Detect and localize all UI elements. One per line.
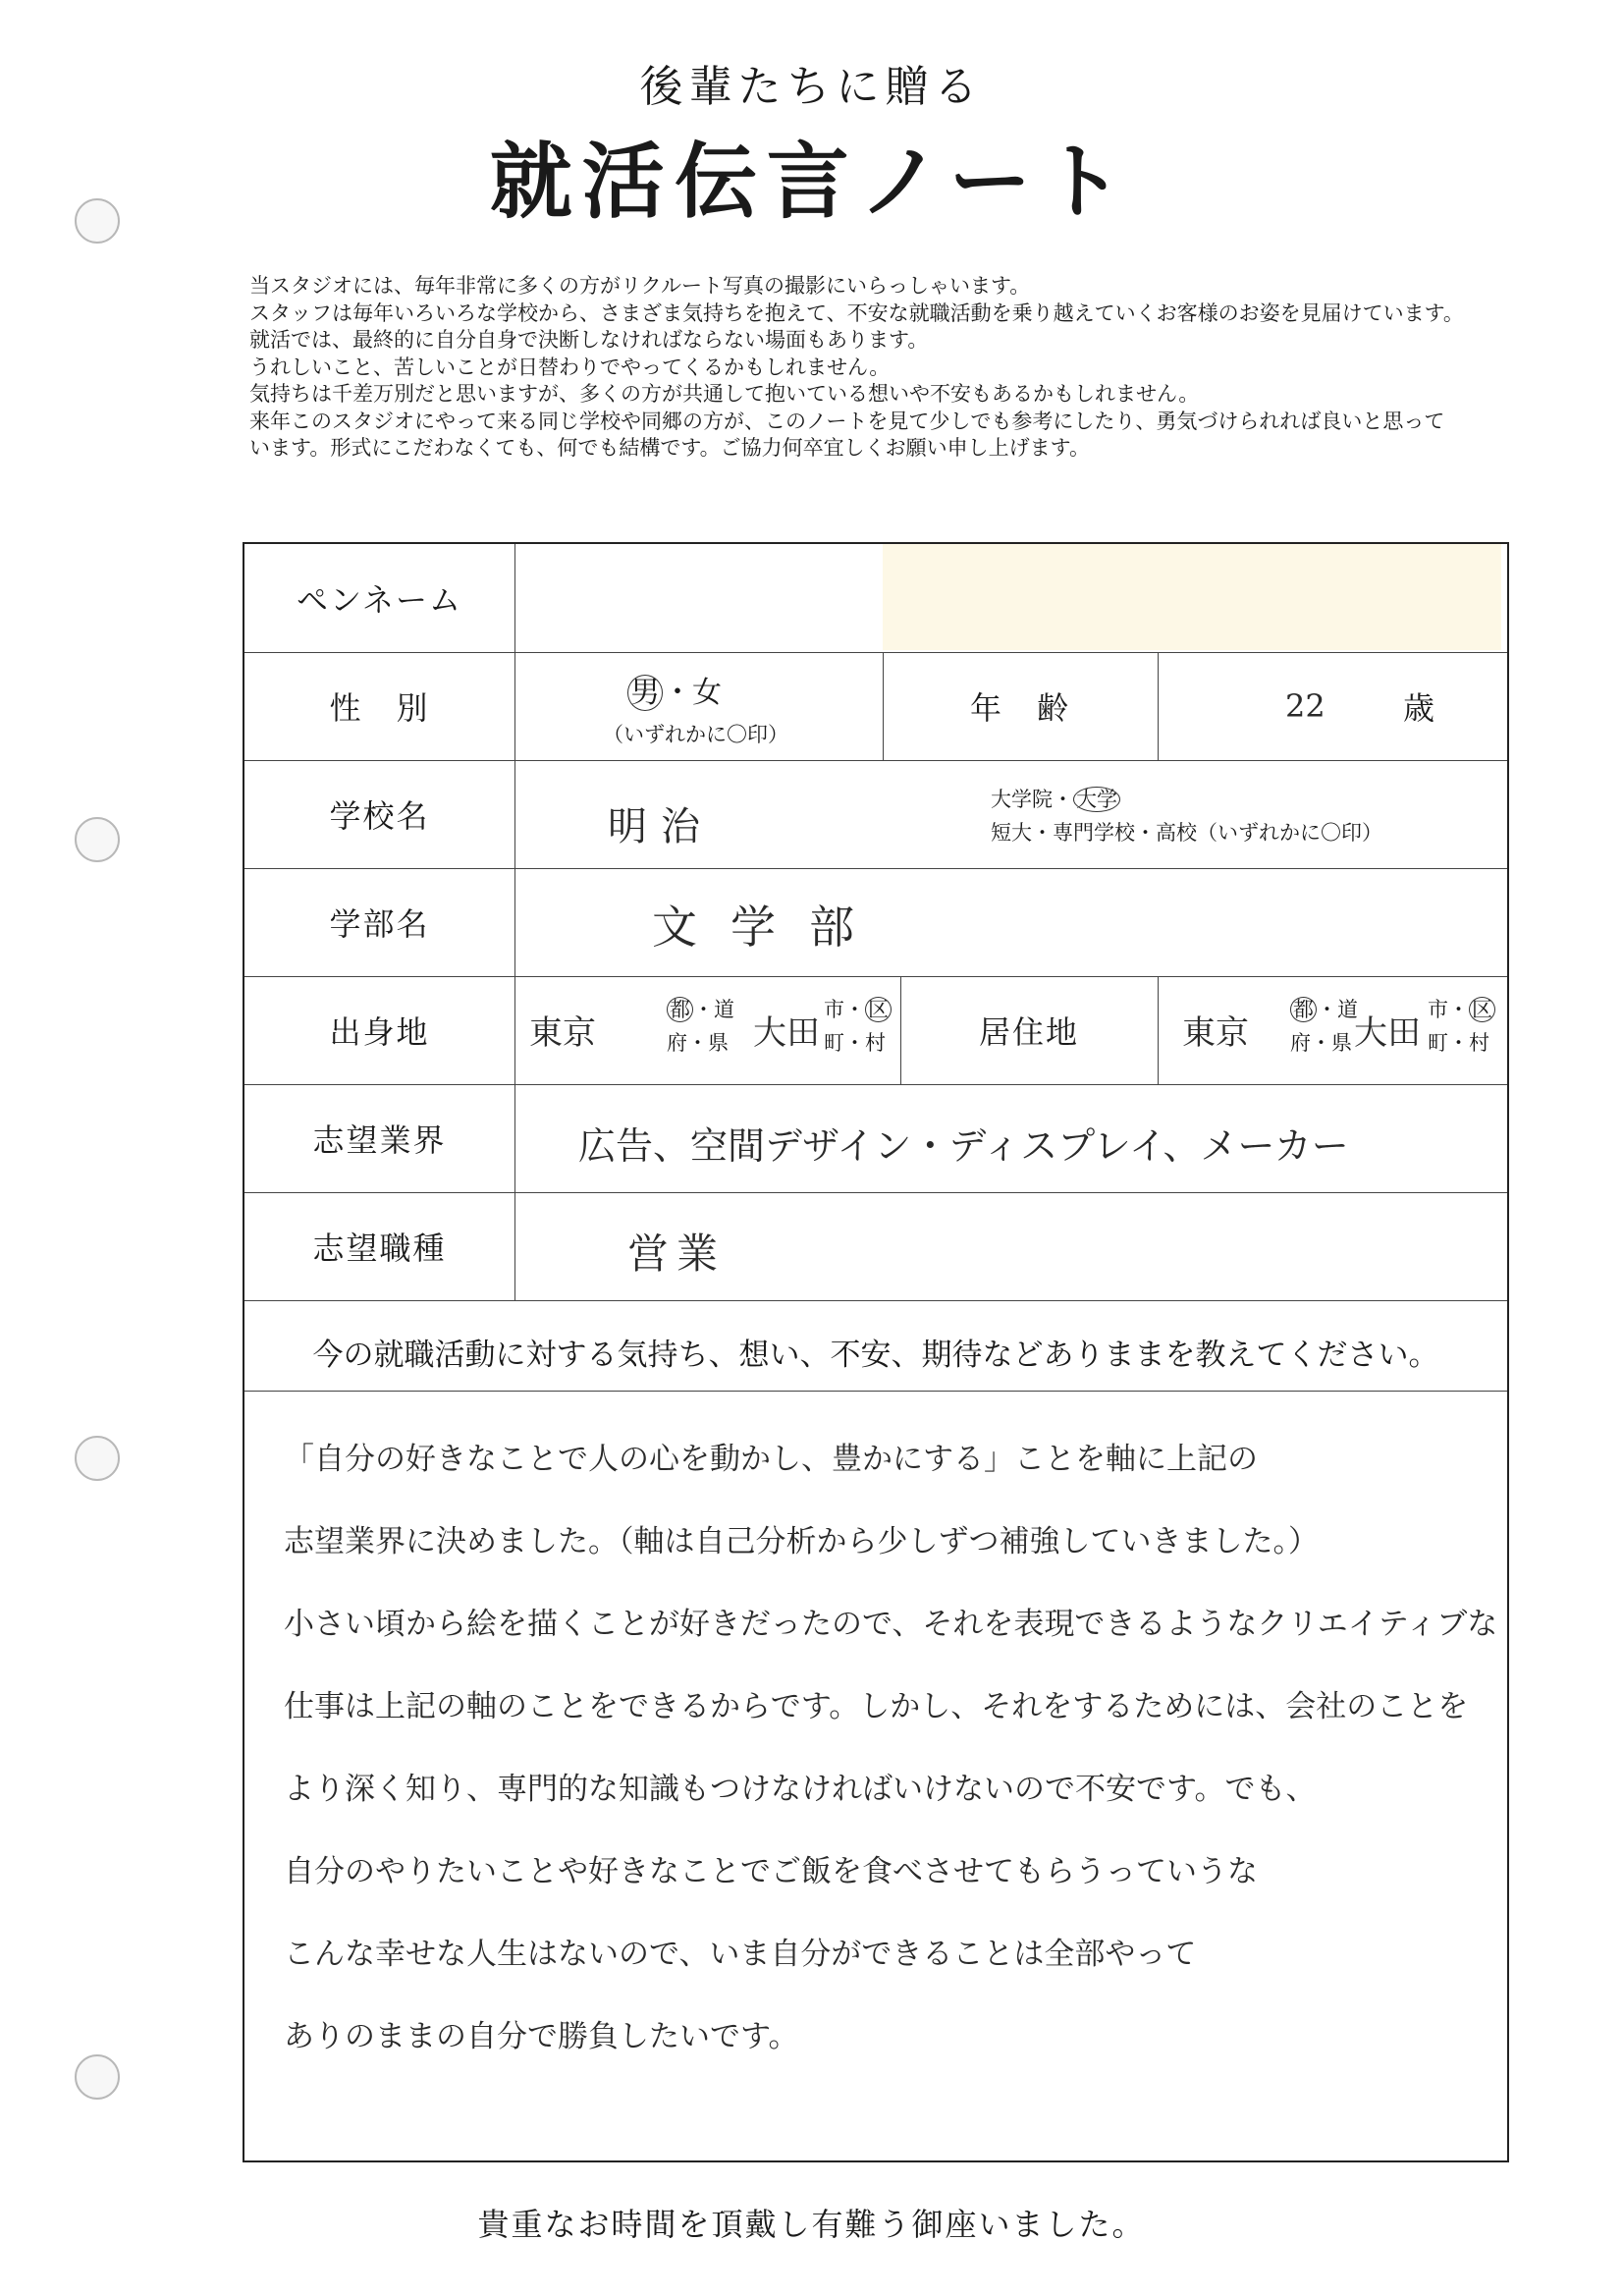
job-value: 営業 (627, 1230, 727, 1278)
page-title: 就活伝言ノート (489, 134, 1134, 230)
hometown-city-options: 市・ 区 (824, 994, 892, 1023)
hometown-pref-options: 都 ・道 (667, 994, 734, 1023)
gender-note: （いずれかに〇印） (603, 723, 788, 746)
form-frame (243, 542, 1509, 2162)
essay-body (284, 1418, 1498, 2078)
pen-name-label: ペンネーム (296, 581, 463, 619)
essay-prompt: 今の就職活動に対する気持ち、想い、不安、期待などありままを教えてください。 (244, 1312, 1507, 1392)
school-type-circled: 大学 (1073, 787, 1120, 812)
essay-line: 「自分の好きなことで人の心を動かし、豊かにする」ことを軸に上記の (284, 1442, 1258, 1477)
job-row (244, 1192, 1507, 1301)
essay-line: 小さい頃から絵を描くことが好きだったので、それを表現できるようなクリエイティブな (284, 1607, 1498, 1642)
essay-line: 仕事は上記の軸のことをできるからです。しかし、それをするためには、会社のことを (284, 1689, 1469, 1724)
hometown-city: 大田 (753, 1013, 820, 1053)
intro-line: います。形式にこだわなくても、何でも結構です。ご協力何卒宜しくお願い申し上げます。 (249, 436, 1090, 460)
intro-text (249, 273, 1585, 463)
residence-label: 居住地 (978, 1013, 1079, 1051)
industry-label: 志望業界 (312, 1121, 447, 1159)
gender-options: 男 ・女 (627, 668, 722, 711)
gender-age-row (244, 652, 1507, 761)
punch-hole (75, 817, 120, 862)
punch-hole (75, 2054, 120, 2100)
gender-label: 性 別 (329, 689, 430, 727)
school-value: 明治 (608, 804, 714, 849)
essay-line: 自分のやりたいことや好きなことでご飯を食べさせてもらうっていうな (284, 1854, 1258, 1889)
intro-line: スタッフは毎年いろいろな学校から、さまざま気持ちを抱えて、不安な就職活動を乗り越えていくお客様のお姿を見届けています。 (249, 301, 1464, 325)
intro-line: 来年このスタジオにやって来る同じ学校や同郷の方が、このノートを見て少しでも参考にしたり、勇気づけられれば良いと思って (249, 409, 1445, 433)
intro-line: 当スタジオには、毎年非常に多くの方がリクルート写真の撮影にいらっしゃいます。 (249, 274, 1031, 298)
industry-row (244, 1084, 1507, 1193)
faculty-row (244, 868, 1507, 977)
age-value: 22 (1285, 687, 1325, 725)
school-label: 学校名 (329, 797, 430, 835)
residence-pref-options: 都 ・道 (1290, 994, 1358, 1023)
essay-line: 志望業界に決めました。（軸は自己分析から少しずつ補強していきました。） (284, 1524, 1319, 1559)
gender-male-circled: 男 (627, 675, 663, 711)
school-row (244, 760, 1507, 869)
page-subtitle: 後輩たちに贈る (639, 62, 984, 112)
faculty-value: 文学部 (652, 901, 888, 954)
residence-city-options: 市・ 区 (1428, 994, 1495, 1023)
intro-line: 就活では、最終的に自分自身で決断しなければならない場面もあります。 (249, 328, 929, 352)
residence-city: 大田 (1354, 1013, 1421, 1053)
intro-line: 気持ちは千差万別だと思いますが、多くの方が共通して抱いている想いや不安もあるかもしれません。 (249, 382, 1200, 406)
age-unit: 歳 (1403, 689, 1435, 727)
age-label: 年 齢 (969, 689, 1070, 727)
faculty-label: 学部名 (329, 905, 430, 943)
gender-female: 女 (692, 676, 722, 710)
hometown-label: 出身地 (329, 1013, 430, 1051)
footer-thanks: 貴重なお時間を頂戴し有難う御座いました。 (477, 2206, 1146, 2243)
hometown-pref: 東京 (529, 1013, 596, 1053)
school-type-line1: 大学院・ 大学 (991, 784, 1120, 813)
intro-line: うれしいこと、苦しいことが日替わりでやってくるかもしれません。 (249, 355, 891, 379)
residence-pref: 東京 (1182, 1013, 1249, 1053)
industry-value: 広告、空間デザイン・ディスプレイ、メーカー (578, 1124, 1349, 1168)
location-row: 出身地 東京 都 ・道 府・県 大田 市・ 区 町・村 居住地 東京 都 ・道 府・県 大田 市・ 区 町・村 (244, 976, 1507, 1085)
essay-line: こんな幸せな人生はないので、いま自分ができることは全部やって (284, 1937, 1197, 1972)
essay-line: より深く知り、専門的な知識もつけなければいけないので不安です。でも、 (284, 1772, 1317, 1807)
essay-line: ありのままの自分で勝負したいです。 (284, 2019, 799, 2054)
punch-hole (75, 1436, 120, 1481)
redacted-area (883, 544, 1501, 650)
pen-name-row (244, 544, 1507, 653)
school-type-line2: 短大・専門学校・高校（いずれかに〇印） (991, 821, 1382, 845)
job-label: 志望職種 (312, 1230, 447, 1267)
